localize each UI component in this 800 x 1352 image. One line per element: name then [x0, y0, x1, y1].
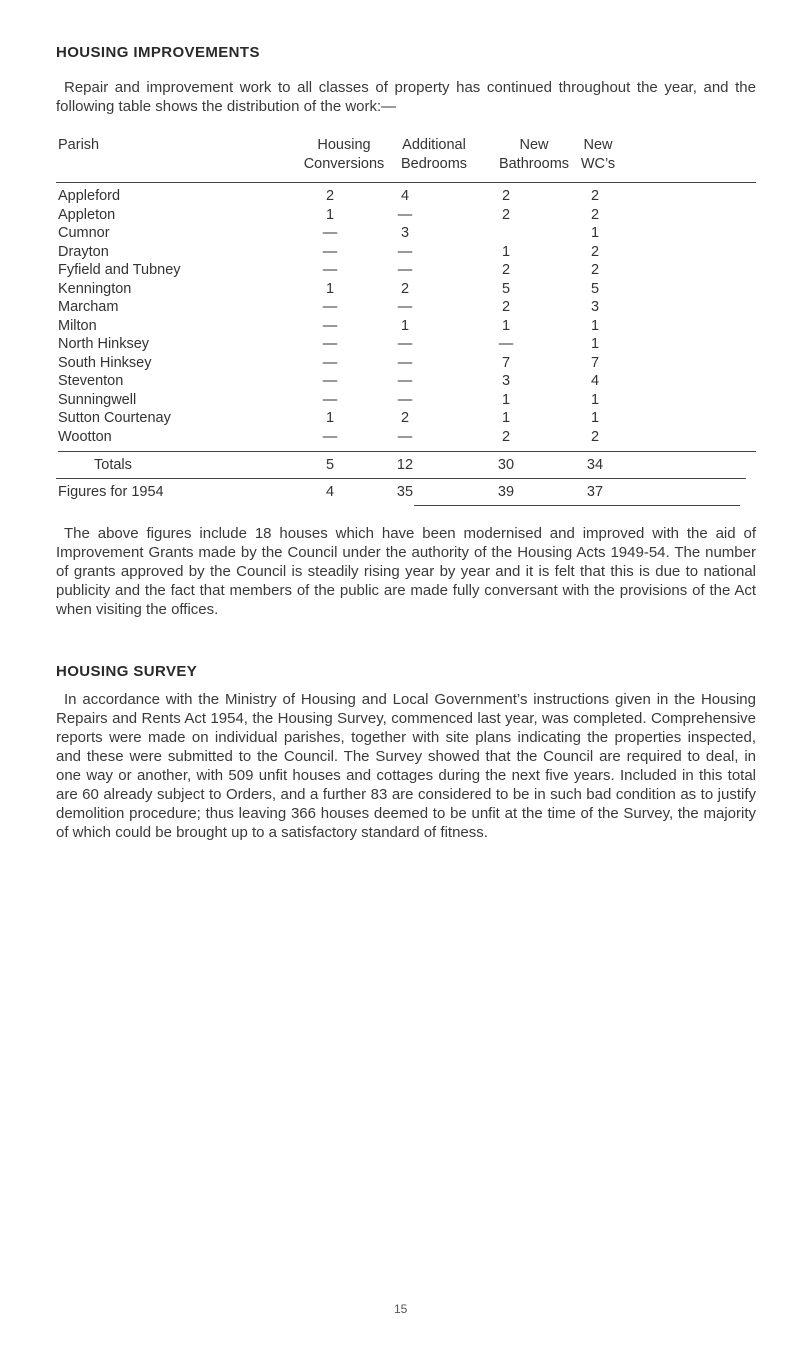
housing-survey-heading: HOUSING SURVEY: [56, 663, 198, 680]
table-row: Steventon — — 3 4: [58, 373, 600, 389]
table-body: [56, 187, 756, 446]
header-bedrooms: Additional Bedrooms: [400, 137, 468, 172]
previous-bottom-rule: [414, 505, 740, 506]
housing-improvements-heading: HOUSING IMPROVEMENTS: [56, 44, 260, 61]
table-row: Milton — 1 1 1: [58, 317, 600, 334]
totals-row: Totals 5 12 30 34: [94, 457, 604, 473]
previous-year-row: Figures for 1954 4 35 39 37: [58, 484, 604, 500]
table-row: South Hinksey — — 7 7: [58, 354, 600, 371]
page-number: 15: [394, 1302, 408, 1316]
header-parish: Parish: [58, 137, 100, 153]
improvements-table: [56, 136, 756, 506]
survey-paragraph: In accordance with the Ministry of Housing and Local Government’s instructions given in the Housing Repairs and Rents Act 1954, the Housing Survey, commenced last year, was completed. Comprehensive reports were made on individual parishes, together with site plans indicating the properties inspected, and these were submitted to the Council. The Survey showed that the Council are required to deal, in one way or another, with 509 unfit houses and cottages during the next five years. Included in this total are 60 already subject to Orders, and a further 83 are considered to be in such bad condition as to justify demolition procedure; thus leaving 366 houses deemed to be unfit at the time of the Survey, the majority of which could be brought up to a satisfactory standard of fitness.: [56, 691, 756, 841]
header-wcs: New WC’s: [580, 137, 616, 172]
grants-note-paragraph: The above figures include 18 houses which have been modernised and improved with the aid of Improvement Grants made by the Council under the authority of the Housing Acts 1949-54. The number of grants approved by the Council is steadily rising year by year and it is felt that this is due to national publicity and the fact that members of the public are made fully conversant with the provisions of the Act when visiting the offices.: [56, 525, 756, 618]
table-row: Cumnor — 3 1: [58, 225, 600, 241]
table-row: Fyfield and Tubney — — 2 2: [58, 262, 600, 278]
header-rule: [56, 182, 756, 183]
table-row: Drayton — — 1 2: [58, 243, 600, 260]
header-bathrooms: New Bathrooms: [498, 137, 570, 172]
table-row: North Hinksey — — — 1: [58, 336, 600, 352]
table-row: Sunningwell — — 1 1: [58, 391, 600, 408]
table-row: Appleton 1 — 2 2: [58, 206, 600, 223]
table-row: Sutton Courtenay 1 2 1 1: [58, 410, 600, 426]
table-header: [56, 136, 756, 182]
table-row: Marcham — — 2 3: [58, 299, 600, 315]
header-conversions: Housing Conversions: [303, 137, 385, 172]
intro-paragraph: Repair and improvement work to all classes of property has continued throughout the year, and the following table shows the distribution of the work:—: [56, 79, 756, 115]
table-row: Kennington 1 2 5 5: [58, 280, 600, 297]
table-row: Wootton — — 2 2: [58, 428, 600, 445]
document-page: [56, 44, 756, 842]
table-row: Appleford 2 4 2 2: [58, 188, 600, 204]
